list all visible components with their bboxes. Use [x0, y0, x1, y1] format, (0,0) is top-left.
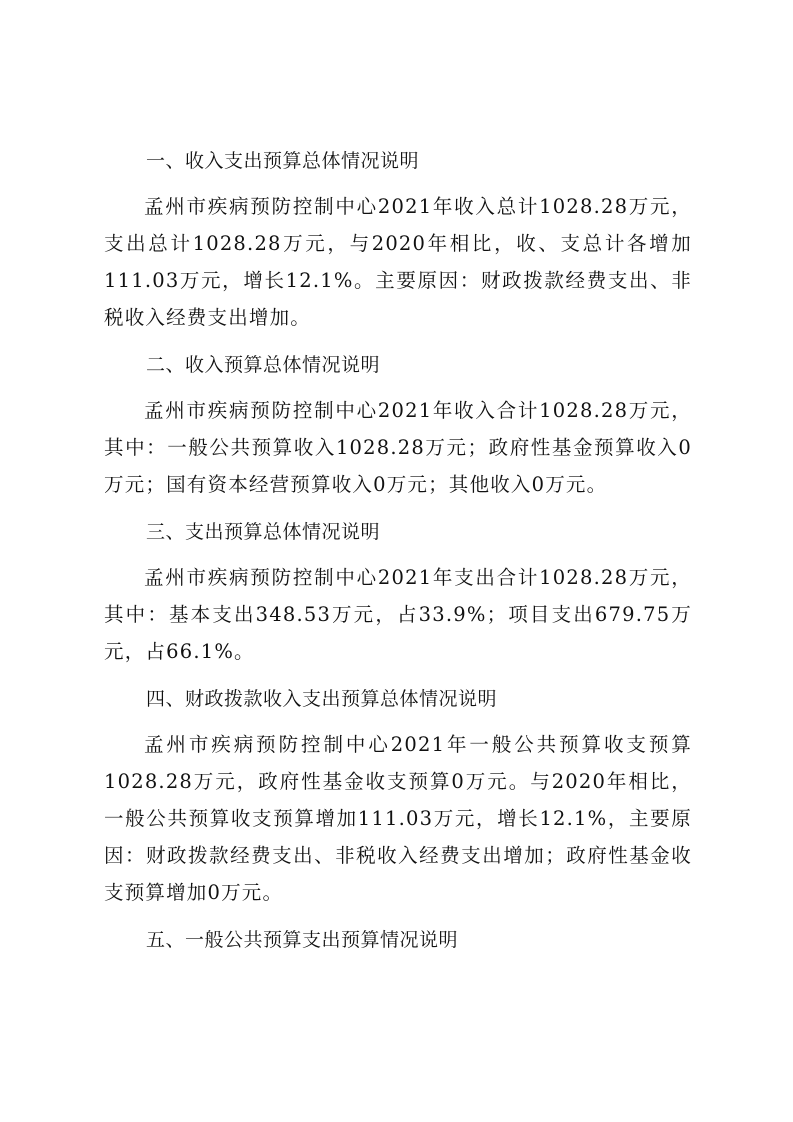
section-2-heading: 二、收入预算总体情况说明 [146, 354, 381, 376]
section-3-heading: 三、支出预算总体情况说明 [146, 521, 381, 543]
section-3-paragraph: 孟州市疾病预防控制中心2021年支出合计1028.28万元，其中：基本支出348.53万元，占33.9%；项目支出679.75万元，占66.1%。 [104, 566, 692, 663]
section-4-paragraph: 孟州市疾病预防控制中心2021年一般公共预算收支预算1028.28万元，政府性基金收支预算0万元。与2020年相比，一般公共预算收支预算增加111.03万元，增长12.1%，主要原因：财政拨款经费支出、非税收入经费支出增加；政府性基金收支预算增加0万元。 [104, 733, 692, 904]
section-4-heading: 四、财政拨款收入支出预算总体情况说明 [146, 688, 498, 710]
section-1-paragraph: 孟州市疾病预防控制中心2021年收入总计1028.28万元，支出总计1028.28万元，与2020年相比，收、支总计各增加111.03万元，增长12.1%。主要原因：财政拨款经费支出、非税收入经费支出增加。 [104, 195, 692, 329]
section-5-heading: 五、一般公共预算支出预算情况说明 [146, 929, 459, 951]
document-body [104, 143, 692, 967]
section-1-heading: 一、收入支出预算总体情况说明 [146, 150, 420, 172]
section-2-paragraph: 孟州市疾病预防控制中心2021年收入合计1028.28万元，其中：一般公共预算收入1028.28万元；政府性基金预算收入0万元；国有资本经营预算收入0万元；其他收入0万元。 [104, 399, 692, 496]
